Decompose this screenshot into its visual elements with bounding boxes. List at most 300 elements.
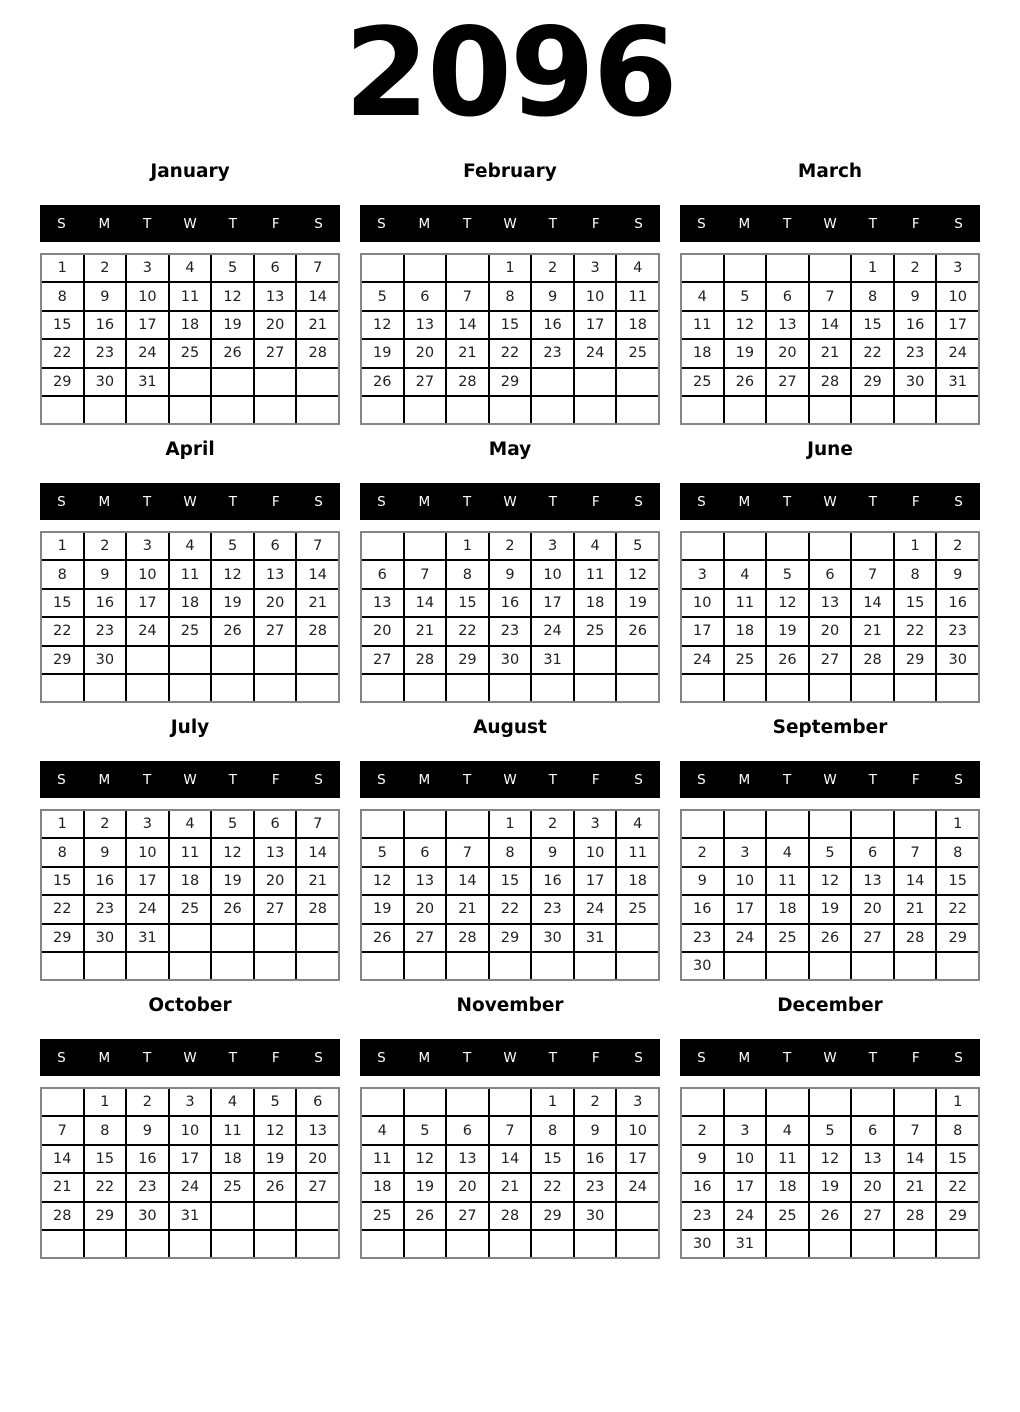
weekday-label: T	[228, 493, 237, 510]
date-cell: 12	[362, 312, 403, 338]
empty-date-cell	[682, 533, 723, 559]
date-cell: 5	[212, 811, 253, 837]
date-cell: 10	[725, 1146, 766, 1172]
date-cell: 10	[682, 590, 723, 616]
empty-date-cell	[490, 675, 531, 701]
date-cell: 28	[895, 1203, 936, 1229]
empty-date-cell	[255, 675, 296, 701]
date-cell: 25	[212, 1174, 253, 1200]
date-cell: 13	[405, 868, 446, 894]
date-cell: 11	[170, 561, 211, 587]
date-cell: 30	[532, 925, 573, 951]
weekday-label: F	[591, 493, 600, 510]
weekday-label: T	[463, 771, 472, 788]
date-cell: 16	[575, 1146, 616, 1172]
date-cell: 23	[85, 618, 126, 644]
date-cell: 17	[532, 590, 573, 616]
date-cell: 18	[170, 312, 211, 338]
date-cell: 13	[852, 868, 893, 894]
empty-date-cell	[170, 675, 211, 701]
empty-date-cell	[895, 397, 936, 423]
date-cell: 22	[42, 896, 83, 922]
date-cell: 7	[895, 1117, 936, 1143]
date-cell: 5	[617, 533, 658, 559]
month-title: December	[777, 995, 883, 1016]
date-cell: 12	[617, 561, 658, 587]
date-cell: 3	[682, 561, 723, 587]
month-title: June	[807, 439, 853, 460]
date-cell: 14	[895, 868, 936, 894]
empty-date-cell	[447, 1089, 488, 1115]
weekday-header-bar	[360, 761, 660, 798]
weekday-label: S	[314, 493, 323, 510]
month-may	[360, 438, 660, 716]
empty-date-cell	[895, 675, 936, 701]
empty-date-cell	[255, 369, 296, 395]
empty-date-cell	[725, 953, 766, 979]
empty-date-cell	[767, 675, 808, 701]
date-cell: 26	[255, 1174, 296, 1200]
empty-date-cell	[170, 953, 211, 979]
date-cell: 27	[405, 925, 446, 951]
date-cell: 18	[170, 590, 211, 616]
date-cell: 20	[362, 618, 403, 644]
weekday-label: M	[98, 771, 111, 788]
weekday-label: W	[503, 215, 517, 232]
date-cell: 26	[617, 618, 658, 644]
date-cell: 1	[447, 533, 488, 559]
date-cell: 19	[617, 590, 658, 616]
empty-date-cell	[767, 397, 808, 423]
date-cell: 29	[852, 369, 893, 395]
date-cell: 7	[810, 283, 851, 309]
date-cell: 1	[42, 533, 83, 559]
date-cell: 30	[937, 647, 978, 673]
empty-date-cell	[937, 1231, 978, 1257]
date-cell: 29	[42, 647, 83, 673]
date-cell: 30	[85, 647, 126, 673]
date-cell: 10	[725, 868, 766, 894]
date-cell: 29	[490, 369, 531, 395]
empty-date-cell	[490, 1089, 531, 1115]
date-cell: 28	[297, 618, 338, 644]
date-cell: 4	[682, 283, 723, 309]
date-cell: 21	[447, 340, 488, 366]
date-cell: 2	[127, 1089, 168, 1115]
date-cell: 25	[575, 618, 616, 644]
empty-date-cell	[575, 369, 616, 395]
weekday-label: T	[548, 493, 557, 510]
empty-date-cell	[767, 255, 808, 281]
date-cell: 27	[810, 647, 851, 673]
date-cell: 4	[725, 561, 766, 587]
weekday-label: M	[418, 771, 431, 788]
date-cell: 6	[297, 1089, 338, 1115]
weekday-label: S	[697, 493, 706, 510]
date-cell: 5	[212, 533, 253, 559]
date-cell: 20	[297, 1146, 338, 1172]
weekday-label: T	[143, 771, 152, 788]
date-cell: 24	[617, 1174, 658, 1200]
date-cell: 28	[297, 896, 338, 922]
date-cell: 10	[127, 283, 168, 309]
date-grid	[360, 531, 660, 703]
date-cell: 23	[895, 340, 936, 366]
empty-date-cell	[617, 369, 658, 395]
months-grid	[40, 160, 980, 1272]
date-cell: 5	[767, 561, 808, 587]
date-cell: 2	[682, 839, 723, 865]
date-cell: 28	[895, 925, 936, 951]
date-cell: 12	[810, 868, 851, 894]
date-cell: 22	[937, 1174, 978, 1200]
date-cell: 30	[575, 1203, 616, 1229]
weekday-label: S	[954, 1049, 963, 1066]
date-cell: 21	[447, 896, 488, 922]
date-cell: 6	[255, 255, 296, 281]
weekday-label: S	[634, 215, 643, 232]
date-cell: 28	[852, 647, 893, 673]
date-cell: 27	[255, 618, 296, 644]
weekday-label: M	[98, 1049, 111, 1066]
empty-date-cell	[42, 675, 83, 701]
empty-date-cell	[170, 647, 211, 673]
empty-date-cell	[447, 675, 488, 701]
date-cell: 23	[682, 1203, 723, 1229]
date-cell: 8	[852, 283, 893, 309]
empty-date-cell	[405, 953, 446, 979]
month-november	[360, 994, 660, 1272]
date-cell: 2	[532, 255, 573, 281]
date-cell: 25	[682, 369, 723, 395]
date-cell: 21	[297, 590, 338, 616]
empty-date-cell	[362, 953, 403, 979]
empty-date-cell	[810, 255, 851, 281]
date-cell: 26	[362, 925, 403, 951]
weekday-label: T	[783, 1049, 792, 1066]
date-cell: 28	[297, 340, 338, 366]
date-cell: 12	[362, 868, 403, 894]
date-cell: 9	[532, 839, 573, 865]
empty-date-cell	[255, 647, 296, 673]
weekday-label: S	[314, 771, 323, 788]
date-cell: 27	[362, 647, 403, 673]
date-cell: 12	[767, 590, 808, 616]
empty-date-cell	[575, 647, 616, 673]
date-grid	[680, 531, 980, 703]
date-cell: 8	[937, 839, 978, 865]
date-cell: 24	[575, 340, 616, 366]
weekday-label: T	[548, 215, 557, 232]
date-cell: 13	[362, 590, 403, 616]
date-cell: 13	[810, 590, 851, 616]
date-cell: 1	[937, 811, 978, 837]
date-cell: 3	[127, 533, 168, 559]
date-cell: 31	[725, 1231, 766, 1257]
empty-date-cell	[362, 811, 403, 837]
date-cell: 14	[895, 1146, 936, 1172]
empty-date-cell	[852, 397, 893, 423]
date-cell: 3	[127, 811, 168, 837]
empty-date-cell	[212, 397, 253, 423]
empty-date-cell	[937, 953, 978, 979]
empty-date-cell	[490, 1231, 531, 1257]
date-cell: 25	[170, 340, 211, 366]
empty-date-cell	[810, 1089, 851, 1115]
date-cell: 20	[405, 340, 446, 366]
date-cell: 27	[767, 369, 808, 395]
empty-date-cell	[170, 925, 211, 951]
date-cell: 30	[127, 1203, 168, 1229]
empty-date-cell	[42, 953, 83, 979]
empty-date-cell	[405, 397, 446, 423]
date-cell: 14	[852, 590, 893, 616]
date-cell: 11	[212, 1117, 253, 1143]
date-cell: 7	[852, 561, 893, 587]
date-grid	[40, 1087, 340, 1259]
weekday-label: T	[868, 1049, 877, 1066]
date-cell: 9	[682, 1146, 723, 1172]
date-cell: 4	[212, 1089, 253, 1115]
weekday-label: W	[183, 1049, 197, 1066]
date-cell: 7	[297, 533, 338, 559]
date-cell: 16	[937, 590, 978, 616]
empty-date-cell	[617, 1231, 658, 1257]
month-march	[680, 160, 980, 438]
date-cell: 16	[682, 896, 723, 922]
date-cell: 20	[405, 896, 446, 922]
date-cell: 8	[895, 561, 936, 587]
date-cell: 4	[170, 255, 211, 281]
weekday-label: T	[548, 1049, 557, 1066]
date-cell: 8	[42, 839, 83, 865]
empty-date-cell	[170, 369, 211, 395]
date-grid	[40, 253, 340, 425]
empty-date-cell	[127, 675, 168, 701]
date-grid	[680, 809, 980, 981]
empty-date-cell	[725, 811, 766, 837]
weekday-label: S	[57, 493, 66, 510]
date-cell: 14	[297, 561, 338, 587]
date-cell: 24	[532, 618, 573, 644]
weekday-label: T	[868, 493, 877, 510]
weekday-label: T	[463, 215, 472, 232]
weekday-label: F	[271, 215, 280, 232]
date-cell: 17	[937, 312, 978, 338]
weekday-header-bar	[40, 1039, 340, 1076]
weekday-label: F	[271, 493, 280, 510]
date-cell: 16	[85, 312, 126, 338]
date-cell: 11	[725, 590, 766, 616]
date-cell: 26	[405, 1203, 446, 1229]
empty-date-cell	[937, 397, 978, 423]
date-cell: 19	[212, 868, 253, 894]
empty-date-cell	[255, 1203, 296, 1229]
weekday-header-bar	[680, 205, 980, 242]
date-cell: 30	[490, 647, 531, 673]
date-cell: 11	[170, 283, 211, 309]
date-cell: 25	[767, 1203, 808, 1229]
date-cell: 28	[810, 369, 851, 395]
date-cell: 31	[170, 1203, 211, 1229]
date-cell: 19	[212, 312, 253, 338]
date-cell: 18	[212, 1146, 253, 1172]
date-cell: 27	[447, 1203, 488, 1229]
date-cell: 13	[255, 839, 296, 865]
empty-date-cell	[490, 953, 531, 979]
date-cell: 6	[255, 533, 296, 559]
date-cell: 29	[937, 1203, 978, 1229]
weekday-label: T	[143, 493, 152, 510]
empty-date-cell	[362, 397, 403, 423]
date-cell: 5	[725, 283, 766, 309]
date-cell: 13	[767, 312, 808, 338]
date-cell: 2	[532, 811, 573, 837]
weekday-label: S	[57, 215, 66, 232]
date-cell: 7	[490, 1117, 531, 1143]
year-title: 2096	[344, 2, 676, 144]
weekday-label: S	[57, 771, 66, 788]
date-cell: 22	[895, 618, 936, 644]
empty-date-cell	[447, 255, 488, 281]
empty-date-cell	[532, 397, 573, 423]
date-cell: 25	[617, 340, 658, 366]
empty-date-cell	[297, 1203, 338, 1229]
date-cell: 20	[255, 590, 296, 616]
weekday-label: S	[697, 215, 706, 232]
date-cell: 22	[490, 340, 531, 366]
date-cell: 25	[725, 647, 766, 673]
weekday-label: W	[183, 215, 197, 232]
date-cell: 22	[42, 618, 83, 644]
weekday-label: W	[823, 215, 837, 232]
empty-date-cell	[810, 533, 851, 559]
date-cell: 9	[85, 283, 126, 309]
empty-date-cell	[405, 533, 446, 559]
date-cell: 9	[85, 561, 126, 587]
date-cell: 15	[490, 312, 531, 338]
weekday-label: W	[823, 771, 837, 788]
date-cell: 16	[85, 868, 126, 894]
date-cell: 21	[895, 896, 936, 922]
empty-date-cell	[895, 811, 936, 837]
empty-date-cell	[725, 397, 766, 423]
date-cell: 5	[255, 1089, 296, 1115]
weekday-label: W	[183, 493, 197, 510]
date-cell: 16	[682, 1174, 723, 1200]
date-cell: 24	[127, 896, 168, 922]
date-cell: 5	[362, 283, 403, 309]
date-cell: 22	[85, 1174, 126, 1200]
date-cell: 30	[85, 369, 126, 395]
date-cell: 3	[725, 1117, 766, 1143]
weekday-label: F	[911, 493, 920, 510]
month-title: July	[170, 717, 210, 738]
date-cell: 22	[447, 618, 488, 644]
date-cell: 10	[937, 283, 978, 309]
date-cell: 6	[362, 561, 403, 587]
date-cell: 9	[937, 561, 978, 587]
date-cell: 19	[810, 896, 851, 922]
date-cell: 6	[767, 283, 808, 309]
date-cell: 15	[490, 868, 531, 894]
empty-date-cell	[127, 647, 168, 673]
date-cell: 16	[532, 868, 573, 894]
date-cell: 1	[85, 1089, 126, 1115]
weekday-label: F	[911, 215, 920, 232]
date-cell: 16	[85, 590, 126, 616]
weekday-label: F	[271, 1049, 280, 1066]
date-cell: 2	[682, 1117, 723, 1143]
date-cell: 22	[852, 340, 893, 366]
month-title: February	[463, 161, 557, 182]
empty-date-cell	[405, 811, 446, 837]
date-cell: 11	[575, 561, 616, 587]
empty-date-cell	[575, 953, 616, 979]
empty-date-cell	[852, 953, 893, 979]
empty-date-cell	[852, 1089, 893, 1115]
date-cell: 29	[895, 647, 936, 673]
date-cell: 22	[532, 1174, 573, 1200]
empty-date-cell	[617, 1203, 658, 1229]
date-cell: 25	[617, 896, 658, 922]
date-cell: 26	[212, 340, 253, 366]
empty-date-cell	[405, 675, 446, 701]
weekday-label: M	[98, 215, 111, 232]
date-cell: 15	[85, 1146, 126, 1172]
weekday-label: F	[271, 771, 280, 788]
empty-date-cell	[810, 953, 851, 979]
weekday-label: S	[634, 771, 643, 788]
weekday-label: S	[314, 215, 323, 232]
date-cell: 15	[937, 1146, 978, 1172]
empty-date-cell	[297, 953, 338, 979]
date-cell: 1	[490, 811, 531, 837]
empty-date-cell	[447, 953, 488, 979]
date-cell: 17	[575, 312, 616, 338]
date-cell: 31	[532, 647, 573, 673]
date-cell: 19	[767, 618, 808, 644]
empty-date-cell	[362, 1231, 403, 1257]
empty-date-cell	[682, 675, 723, 701]
date-cell: 23	[85, 896, 126, 922]
empty-date-cell	[212, 925, 253, 951]
date-cell: 27	[297, 1174, 338, 1200]
date-cell: 1	[42, 811, 83, 837]
date-cell: 9	[532, 283, 573, 309]
date-cell: 29	[532, 1203, 573, 1229]
weekday-label: T	[783, 771, 792, 788]
date-cell: 15	[852, 312, 893, 338]
date-cell: 2	[575, 1089, 616, 1115]
date-cell: 15	[532, 1146, 573, 1172]
date-cell: 23	[85, 340, 126, 366]
date-cell: 5	[362, 839, 403, 865]
date-cell: 18	[362, 1174, 403, 1200]
date-cell: 21	[810, 340, 851, 366]
weekday-label: W	[823, 493, 837, 510]
empty-date-cell	[532, 953, 573, 979]
date-cell: 4	[575, 533, 616, 559]
empty-date-cell	[682, 397, 723, 423]
weekday-label: T	[228, 771, 237, 788]
date-cell: 28	[490, 1203, 531, 1229]
date-cell: 1	[852, 255, 893, 281]
empty-date-cell	[405, 1089, 446, 1115]
date-grid	[680, 1087, 980, 1259]
empty-date-cell	[212, 1231, 253, 1257]
date-cell: 20	[852, 896, 893, 922]
